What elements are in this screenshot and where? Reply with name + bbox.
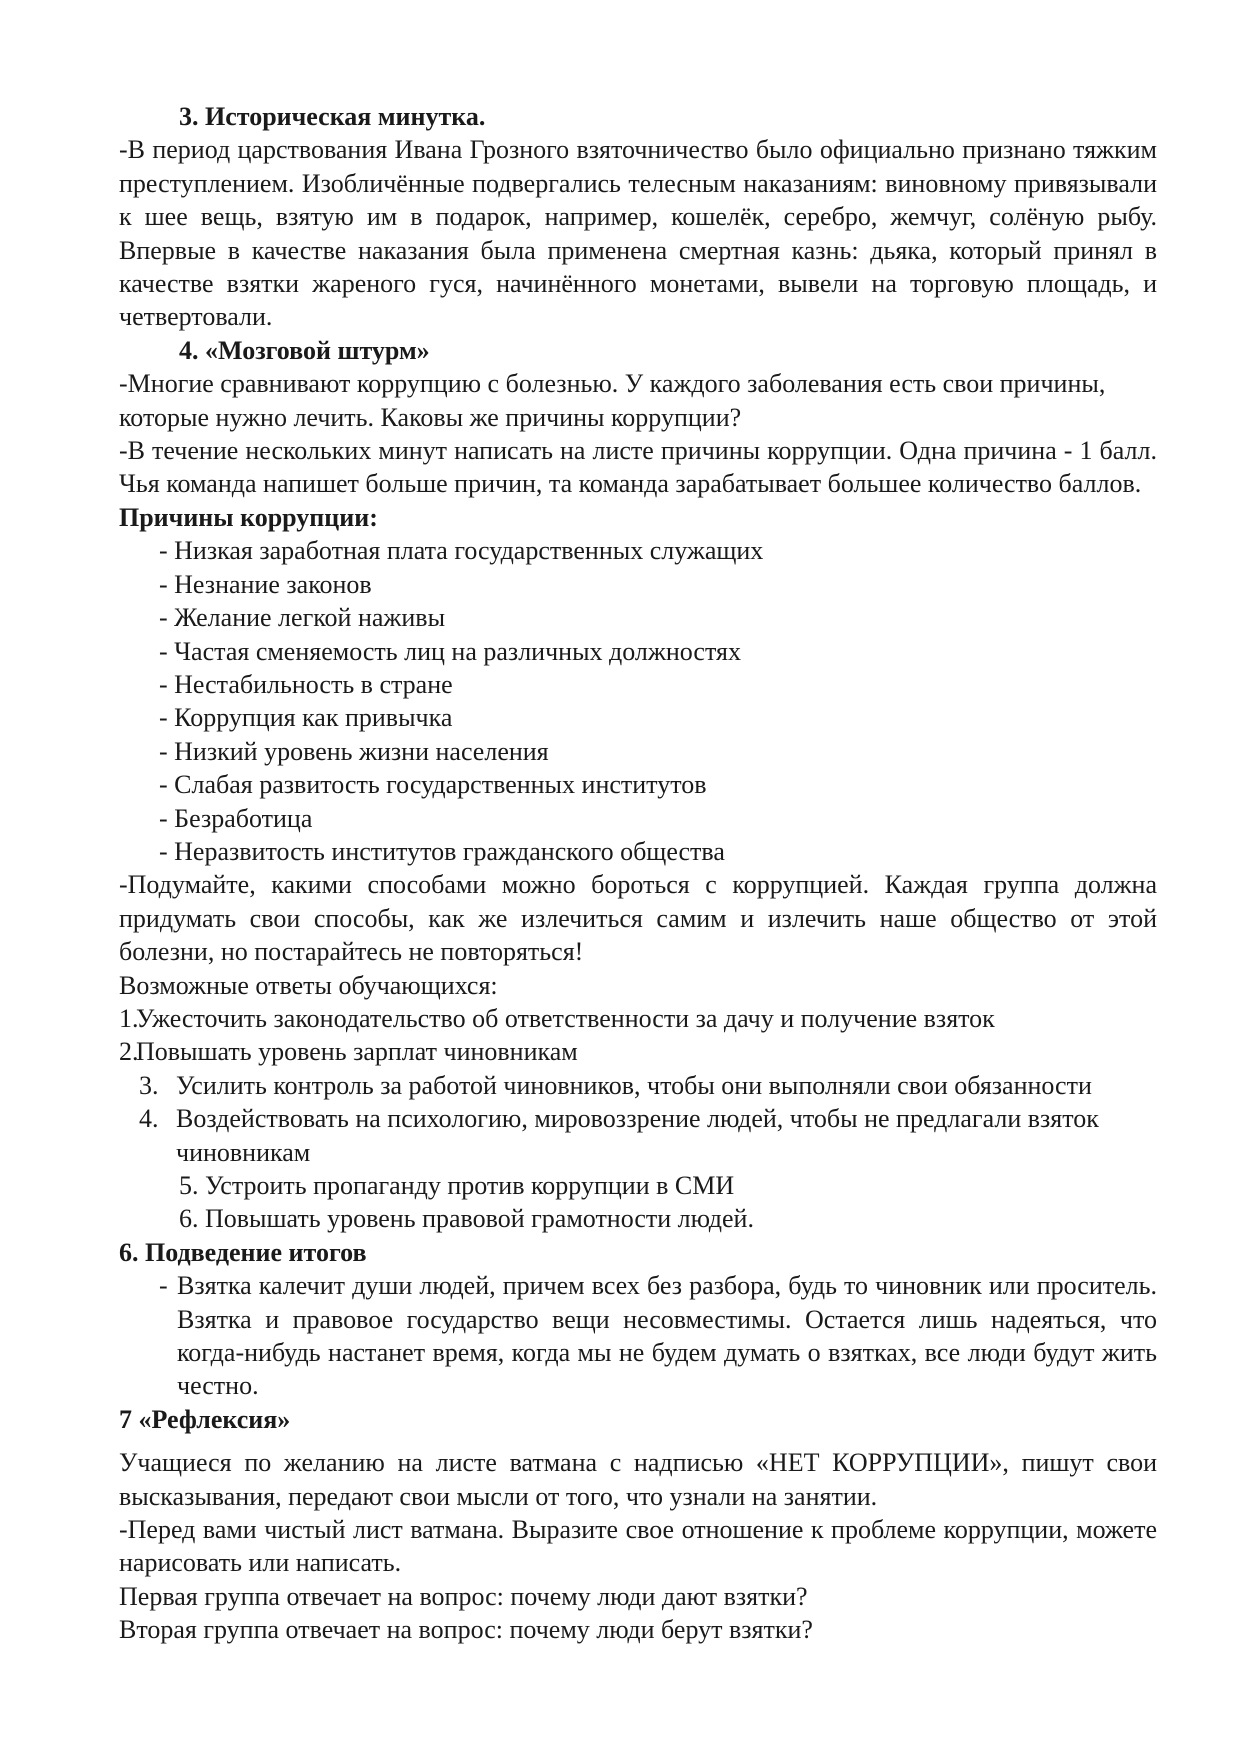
answer-item [119, 1035, 1157, 1068]
summary-list [119, 1269, 1157, 1403]
answer-number: 5. [179, 1171, 199, 1200]
section-6-heading: 6. Подведение итогов [119, 1237, 367, 1267]
section-4-heading: 4. «Мозговой штурм» [179, 335, 430, 365]
answer-item [119, 1069, 1157, 1102]
cause-item: - Частая сменяемость лиц на различных должностях [159, 636, 741, 666]
answer-text: Повышать уровень зарплат чиновникам [136, 1037, 578, 1067]
answer-item [119, 1102, 1157, 1169]
causes-heading: Причины коррупции: [119, 502, 378, 532]
answer-text: Усилить контроль за работой чиновников, чтобы они выполняли свои обязанности [176, 1070, 1092, 1100]
cause-item: - Низкий уровень жизни населения [159, 736, 549, 766]
summary-item [159, 1269, 1157, 1403]
section-3-heading: 3. Историческая минутка. [179, 102, 486, 131]
section-4-para-2: -В течение нескольких минут написать на листе причины коррупции. Одна причина - 1 балл. Чья команда напишет больше причин, та команда зарабатывает большее количество баллов. [119, 436, 1157, 499]
answer-item [119, 1169, 1157, 1202]
section-3-text: -В период царствования Ивана Грозного взяточничество было официально признано тяжким преступлением. Изобличённые подвергались телесным наказаниям: виновному привязывали к шее вещь, взятую им в подарок, например, кошелёк, серебро, жемчуг, солёную рыбу. Впервые в качестве наказания была применена смертная казнь: дьяка, который принял в качестве взятки жареного гуся, начинённого монетами, вывели на торговую площадь, и четвертовали. [119, 135, 1157, 332]
answer-number: 2. [119, 1037, 139, 1067]
answer-text: Воздействовать на психологию, мировоззрение людей, чтобы не предлагали взяток чиновникам [176, 1104, 1099, 1167]
summary-text: Взятка калечит души людей, причем всех без разбора, будь то чиновник или проситель. Взятка и правовое государство вещи несовместимы. Остается лишь надеяться, что когда-нибудь настанет время, когда мы не будем думать о взятках, все люди будут жить честно. [177, 1271, 1157, 1401]
cause-item: - Коррупция как привычка [159, 703, 453, 733]
cause-item: - Неразвитость институтов гражданского общества [159, 836, 725, 866]
answer-text: Устроить пропаганду против коррупции в СМИ [205, 1171, 735, 1200]
section-7-heading: 7 «Рефлексия» [119, 1404, 291, 1434]
cause-item: - Низкая заработная плата государственных служащих [159, 536, 764, 566]
cause-item: - Безработица [159, 803, 313, 833]
answer-number: 1. [119, 1003, 139, 1033]
cause-item: - Незнание законов [159, 569, 372, 599]
causes-list [119, 534, 1157, 868]
answers-intro: Возможные ответы обучающихся: [119, 970, 498, 1000]
answer-text: Ужесточить законодательство об ответственности за дачу и получение взяток [136, 1003, 995, 1033]
section-7-para-3: Первая группа отвечает на вопрос: почему люди дают взятки? [119, 1581, 808, 1611]
section-4-para-1: -Многие сравнивают коррупцию с болезнью. У каждого заболевания есть свои причины, которые нужно лечить. Каковы же причины коррупции? [119, 369, 1106, 432]
section-7-para-4: Вторая группа отвечает на вопрос: почему люди берут взятки? [119, 1615, 813, 1645]
cause-item: - Желание легкой наживы [159, 603, 446, 633]
answer-text: Повышать уровень правовой грамотности людей. [205, 1204, 754, 1234]
answer-number: 4. [139, 1104, 159, 1134]
section-7-para-2: -Перед вами чистый лист ватмана. Выразите свое отношение к проблеме коррупции, можете нарисовать или написать. [119, 1515, 1157, 1578]
answer-number: 3. [139, 1070, 159, 1100]
cause-item: - Слабая развитость государственных институтов [159, 770, 707, 800]
dash-marker: - [159, 1271, 168, 1301]
section-7-para-1: Учащиеся по желанию на листе ватмана с надписью «НЕТ КОРРУПЦИИ», пишут свои высказывания, передают свои мысли от того, что узнали на занятии. [119, 1448, 1157, 1511]
cause-item: - Нестабильность в стране [159, 669, 453, 699]
section-4-para-3: -Подумайте, какими способами можно бороться с коррупцией. Каждая группа должна придумать свои способы, как же излечиться самим и излечить наше общество от этой болезни, но постарайтесь не повторяться! [119, 870, 1157, 967]
answer-item [119, 1202, 1157, 1235]
answer-item [119, 1002, 1157, 1035]
answer-number: 6. [179, 1204, 199, 1234]
